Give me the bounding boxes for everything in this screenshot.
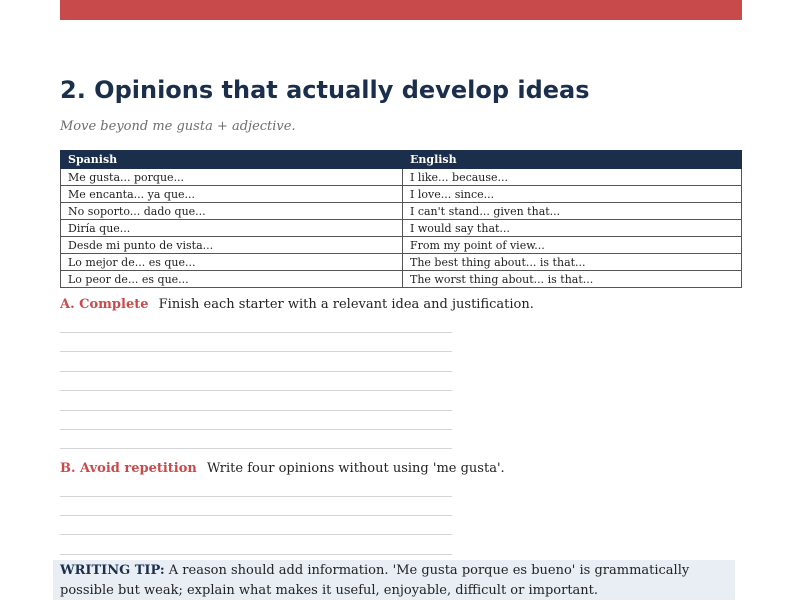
column-header-english: English xyxy=(403,151,742,169)
table-header-row xyxy=(61,151,742,169)
answer-line[interactable] xyxy=(60,371,452,372)
task-b-label: B. Avoid repetition xyxy=(60,461,197,476)
section-subtitle: Move beyond me gusta + adjective. xyxy=(60,119,296,134)
table-row xyxy=(61,220,742,237)
answer-line[interactable] xyxy=(60,554,452,555)
table-cell-english: The best thing about... is that... xyxy=(403,254,742,271)
table-row xyxy=(61,254,742,271)
answer-line[interactable] xyxy=(60,515,452,516)
table-row xyxy=(61,203,742,220)
table-cell-spanish: Desde mi punto de vista... xyxy=(61,237,403,254)
table-cell-english: I would say that... xyxy=(403,220,742,237)
section-title: 2. Opinions that actually develop ideas xyxy=(60,76,590,104)
answer-line[interactable] xyxy=(60,390,452,391)
phrase-table xyxy=(60,150,742,288)
task-b-instruction: Write four opinions without using 'me gusta'. xyxy=(207,461,505,476)
table-cell-spanish: Lo peor de... es que... xyxy=(61,271,403,288)
table-row xyxy=(61,169,742,186)
answer-line[interactable] xyxy=(60,496,452,497)
table-cell-english: From my point of view... xyxy=(403,237,742,254)
table-cell-spanish: Me encanta... ya que... xyxy=(61,186,403,203)
top-banner xyxy=(60,0,742,20)
table-cell-english: I love... since... xyxy=(403,186,742,203)
table-cell-spanish: Me gusta... porque... xyxy=(61,169,403,186)
answer-line[interactable] xyxy=(60,410,452,411)
table-cell-english: The worst thing about... is that... xyxy=(403,271,742,288)
task-b xyxy=(60,461,505,476)
table-cell-spanish: No soporto... dado que... xyxy=(61,203,403,220)
table-row xyxy=(61,271,742,288)
answer-line[interactable] xyxy=(60,448,452,449)
table-cell-spanish: Diría que... xyxy=(61,220,403,237)
table-row xyxy=(61,237,742,254)
task-a xyxy=(60,297,534,312)
writing-tip-text: A reason should add information. 'Me gusta porque es bueno' is grammatically possible but weak; explain what makes it useful, enjoyable, difficult or important. xyxy=(60,563,690,598)
answer-line[interactable] xyxy=(60,429,452,430)
answer-line[interactable] xyxy=(60,332,452,333)
answer-line[interactable] xyxy=(60,534,452,535)
task-a-label: A. Complete xyxy=(60,297,149,312)
table-cell-english: I can't stand... given that... xyxy=(403,203,742,220)
table-cell-english: I like... because... xyxy=(403,169,742,186)
table-cell-spanish: Lo mejor de... es que... xyxy=(61,254,403,271)
answer-line[interactable] xyxy=(60,351,452,352)
task-a-instruction: Finish each starter with a relevant idea and justification. xyxy=(158,297,534,312)
writing-tip-box xyxy=(53,560,735,600)
column-header-spanish: Spanish xyxy=(61,151,403,169)
table-row xyxy=(61,186,742,203)
writing-tip-label: WRITING TIP: xyxy=(60,563,165,578)
